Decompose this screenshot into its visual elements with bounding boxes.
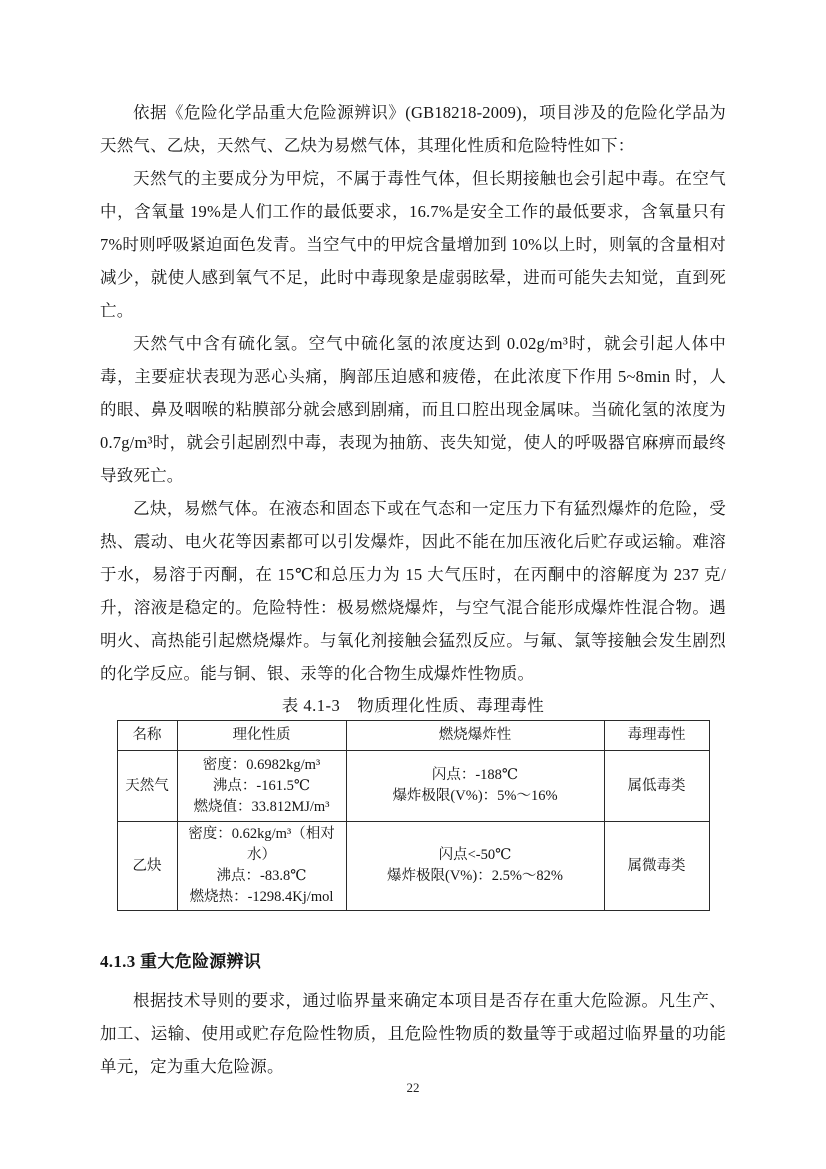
table-caption: 表 4.1-3 物质理化性质、毒理毒性 [281, 696, 545, 715]
explosion-line: 爆炸极限(V%)：5%～16% [392, 788, 558, 804]
physical-line: 沸点：-161.5℃ [212, 777, 311, 794]
paragraph-intro: 依据《危险化学品重大危险源辨识》(GB18218-2009)，项目涉及的危险化学品为天然气、乙炔，天然气、乙炔为易燃气体，其理化性质和危险特性如下： [100, 103, 726, 155]
page-number: 22 [406, 1080, 420, 1095]
physical-line: 沸点：-83.8℃ [216, 868, 307, 884]
physical-line: 密度：0.62kg/m³（相对水） [188, 826, 335, 863]
toxicity-class: 属低毒类 [604, 751, 709, 822]
header-physical: 理化性质 [177, 721, 346, 751]
header-name: 名称 [117, 721, 177, 751]
paragraph-major-hazard: 根据技术导则的要求，通过临界量来确定本项目是否存在重大危险源。凡生产、加工、运输、使用或贮存危险性物质，且危险性物质的数量等于或超过临界量的功能单元，定为重大危险源。 [100, 991, 726, 1076]
explosion-properties [346, 751, 604, 822]
paragraph-natural-gas-methane: 天然气的主要成分为甲烷，不属于毒性气体，但长期接触也会引起中毒。在空气中，含氧量 19%是人们工作的最低要求，16.7%是安全工作的最低要求，含氧量只有 7%时则呼吸紧迫面色发青。当空气中的甲烷含量增加到 10%以上时，则氧的含量相对减少，就使人感到氧气不足，此时中毒现象是虚弱眩晕，进而可能失去知觉，直到死亡。 [100, 169, 726, 320]
properties-table [117, 720, 710, 911]
header-toxicity: 毒理毒性 [604, 721, 709, 751]
physical-line: 燃烧热：-1298.4Kj/mol [189, 889, 334, 905]
table-row-acetylene [117, 822, 709, 911]
document-content [100, 96, 726, 1083]
table-row-natural-gas [117, 751, 709, 822]
physical-line: 密度：0.6982kg/m³ [202, 756, 321, 773]
header-explosion: 燃烧爆炸性 [346, 721, 604, 751]
paragraph-hydrogen-sulfide: 天然气中含有硫化氢。空气中硫化氢的浓度达到 0.02g/m³时，就会引起人体中毒，主要症状表现为恶心头痛，胸部压迫感和疲倦，在此浓度下作用 5~8min 时，人的眼、鼻及咽喉的粘膜部分就会感到剧痛，而且口腔出现金属味。当硫化氢的浓度为 0.7g/m³时，就会引起剧烈中毒，表现为抽筋、丧失知觉，使人的呼吸器官麻痹而最终导致死亡。 [100, 334, 726, 485]
physical-properties [177, 822, 346, 911]
explosion-line: 闪点：-188℃ [431, 767, 519, 783]
substance-name: 乙炔 [117, 822, 177, 911]
explosion-line: 爆炸极限(V%)：2.5%～82% [387, 868, 563, 884]
table-header-row [117, 721, 709, 751]
substance-name: 天然气 [117, 751, 177, 822]
section-heading: 4.1.3 重大危险源辨识 [100, 952, 262, 971]
physical-line: 燃烧值：33.812MJ/m³ [193, 798, 330, 815]
explosion-properties [346, 822, 604, 911]
toxicity-class: 属微毒类 [604, 822, 709, 911]
physical-properties [177, 751, 346, 822]
paragraph-acetylene: 乙炔，易燃气体。在液态和固态下或在气态和一定压力下有猛烈爆炸的危险，受热、震动、电火花等因素都可以引发爆炸，因此不能在加压液化后贮存或运输。难溶于水，易溶于丙酮，在 15℃和总压力为 15 大气压时，在丙酮中的溶解度为 237 克/升，溶液是稳定的。危险特性：极易燃烧爆炸，与空气混合能形成爆炸性混合物。遇明火、高热能引起燃烧爆炸。与氧化剂接触会猛烈反应。与氟、氯等接触会发生剧烈的化学反应。能与铜、银、汞等的化合物生成爆炸性物质。 [100, 499, 726, 683]
explosion-line: 闪点<-50℃ [438, 847, 512, 863]
